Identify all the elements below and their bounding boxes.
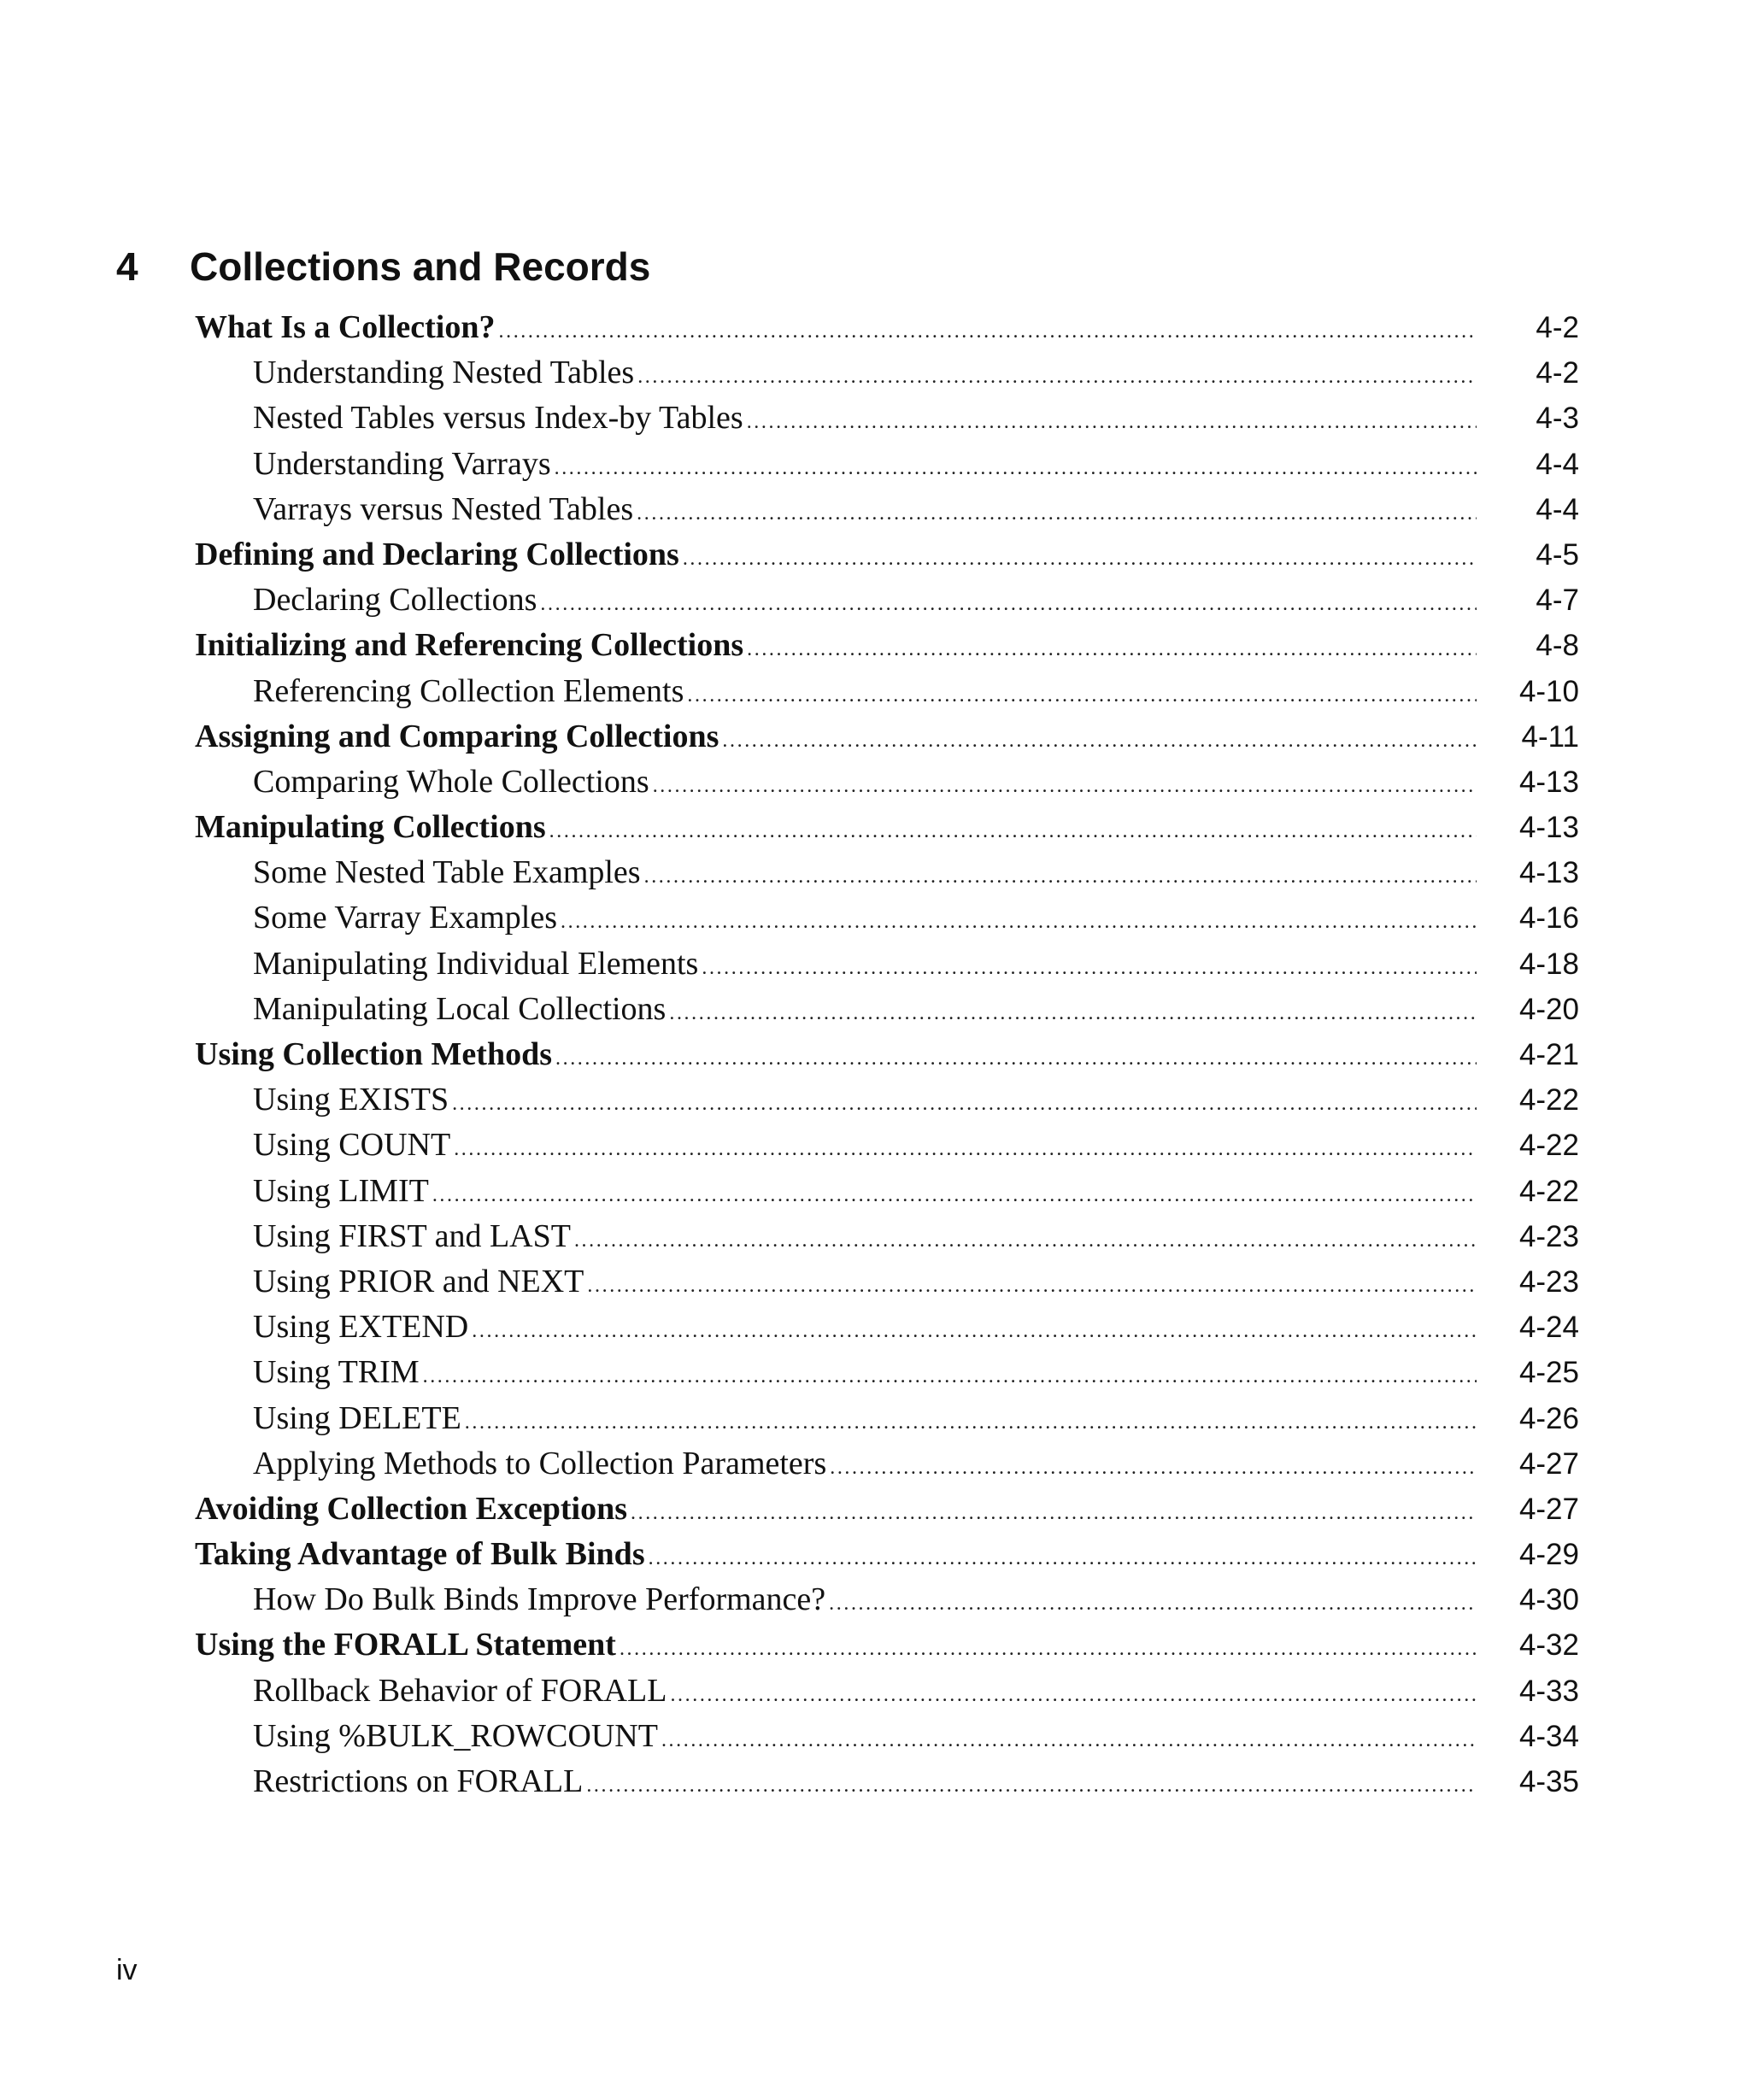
toc-subsection-entry[interactable]: [195, 578, 1579, 623]
dot-leader: [687, 673, 1477, 719]
dot-leader: [649, 1536, 1477, 1581]
toc-section-entry[interactable]: [195, 305, 1579, 350]
toc-section-entry[interactable]: [195, 532, 1579, 578]
toc-entry-page-number: 4-32: [1518, 1628, 1579, 1663]
toc-entry-title: Manipulating Local Collections: [253, 990, 667, 1027]
toc-entry-page-number: 4-4: [1536, 492, 1579, 526]
dot-leader: [472, 1309, 1477, 1354]
toc-entry-page-number: 4-21: [1518, 1038, 1579, 1071]
dot-leader: [432, 1173, 1477, 1218]
dot-leader: [670, 1673, 1477, 1718]
toc-entry-title: Taking Advantage of Bulk Binds: [195, 1536, 645, 1573]
dot-leader: [661, 1718, 1477, 1763]
toc-entry-title: What Is a Collection?: [195, 309, 496, 345]
toc-entry-title: Using EXTEND: [253, 1309, 469, 1346]
dot-leader: [620, 1627, 1477, 1672]
toc-entry-title: Using %BULK_ROWCOUNT: [253, 1717, 658, 1754]
toc-entry-page-number: 4-3: [1536, 402, 1579, 436]
chapter-heading: [116, 238, 650, 296]
toc-entry-page-number: 4-11: [1521, 719, 1579, 754]
dot-leader: [499, 309, 1477, 355]
dot-leader: [452, 1082, 1477, 1127]
toc-subsection-entry[interactable]: [195, 987, 1579, 1032]
toc-subsection-entry[interactable]: [195, 1441, 1579, 1487]
dot-leader: [830, 1446, 1477, 1491]
toc-entry-title: Using the FORALL Statement: [195, 1627, 616, 1663]
dot-leader: [644, 854, 1477, 900]
dot-leader: [637, 491, 1477, 537]
toc-entry-title: Comparing Whole Collections: [253, 763, 649, 800]
toc-entry-page-number: 4-26: [1518, 1401, 1579, 1435]
toc-entry-page-number: 4-10: [1518, 674, 1579, 708]
toc-subsection-entry[interactable]: [195, 1350, 1579, 1395]
toc-entry-title: Some Nested Table Examples: [253, 854, 641, 891]
toc-entry-title: Using EXISTS: [253, 1082, 449, 1118]
toc-entry-title: Manipulating Collections: [195, 809, 546, 846]
chapter-number: 4: [116, 244, 138, 289]
toc-subsection-entry[interactable]: [195, 669, 1579, 714]
toc-entry-page-number: 4-8: [1536, 629, 1579, 663]
dot-leader: [683, 537, 1477, 582]
dot-leader: [653, 764, 1477, 809]
toc-entry-title: How Do Bulk Binds Improve Performance?: [253, 1581, 826, 1618]
toc-section-entry[interactable]: [195, 623, 1579, 668]
toc-subsection-entry[interactable]: [195, 1214, 1579, 1259]
toc-entry-page-number: 4-16: [1518, 901, 1579, 936]
toc-entry-title: Using DELETE: [253, 1399, 461, 1436]
toc-subsection-entry[interactable]: [195, 1759, 1579, 1804]
toc-subsection-entry[interactable]: [195, 396, 1579, 441]
toc-subsection-entry[interactable]: [195, 350, 1579, 396]
toc-entry-title: Applying Methods to Collection Parameters: [253, 1445, 827, 1481]
toc-entry-title: Manipulating Individual Elements: [253, 945, 699, 982]
toc-entry-title: Declaring Collections: [253, 582, 537, 619]
toc-subsection-entry[interactable]: [195, 1077, 1579, 1123]
toc-entry-page-number: 4-33: [1518, 1674, 1579, 1708]
dot-leader: [631, 1491, 1477, 1536]
toc-entry-title: Nested Tables versus Index-by Tables: [253, 400, 743, 437]
dot-leader: [465, 1400, 1477, 1446]
toc-entry-page-number: 4-13: [1518, 811, 1579, 845]
dot-leader: [829, 1581, 1477, 1627]
toc-section-entry[interactable]: [195, 1532, 1579, 1577]
toc-section-entry[interactable]: [195, 1622, 1579, 1668]
page-number: iv: [116, 1954, 138, 1986]
toc-entry-title: Referencing Collection Elements: [253, 672, 684, 709]
dot-leader: [722, 719, 1477, 764]
toc-subsection-entry[interactable]: [195, 850, 1579, 895]
toc-subsection-entry[interactable]: [195, 487, 1579, 532]
dot-leader: [637, 355, 1477, 400]
dot-leader: [555, 446, 1477, 491]
dot-leader: [702, 946, 1477, 991]
toc-entry-title: Avoiding Collection Exceptions: [195, 1490, 627, 1527]
toc-entry-page-number: 4-35: [1518, 1765, 1579, 1798]
toc-entry-page-number: 4-22: [1518, 1083, 1579, 1117]
toc-entry-title: Understanding Nested Tables: [253, 355, 635, 391]
toc-entry-page-number: 4-24: [1518, 1311, 1579, 1345]
dot-leader: [540, 582, 1477, 627]
toc-subsection-entry[interactable]: [195, 1169, 1579, 1214]
dot-leader: [549, 809, 1477, 854]
toc-entry-title: Some Varray Examples: [253, 900, 557, 936]
toc-entry-page-number: 4-18: [1518, 947, 1579, 981]
toc-entry-title: Varrays versus Nested Tables: [253, 490, 634, 527]
toc-entry-title: Using Collection Methods: [195, 1036, 552, 1072]
dot-leader: [587, 1264, 1477, 1309]
toc-subsection-entry[interactable]: [195, 1259, 1579, 1305]
toc-subsection-entry[interactable]: [195, 895, 1579, 941]
dot-leader: [747, 627, 1477, 672]
toc-subsection-entry[interactable]: [195, 760, 1579, 805]
toc-subsection-entry[interactable]: [195, 1577, 1579, 1622]
toc-entry-page-number: 4-23: [1518, 1219, 1579, 1253]
toc-entry-page-number: 4-27: [1518, 1446, 1579, 1481]
toc-subsection-entry[interactable]: [195, 442, 1579, 487]
toc-entry-page-number: 4-2: [1536, 356, 1579, 390]
dot-leader: [555, 1036, 1477, 1082]
toc-subsection-entry[interactable]: [195, 1714, 1579, 1759]
toc-entry-page-number: 4-13: [1518, 765, 1579, 799]
dot-leader: [423, 1354, 1477, 1399]
toc-subsection-entry[interactable]: [195, 941, 1579, 987]
toc-entry-page-number: 4-7: [1536, 584, 1579, 618]
toc-section-entry[interactable]: [195, 714, 1579, 760]
dot-leader: [669, 991, 1477, 1036]
toc-entry-page-number: 4-20: [1518, 992, 1579, 1026]
toc-section-entry[interactable]: [195, 805, 1579, 850]
dot-leader: [454, 1127, 1477, 1172]
toc-entry-title: Using LIMIT: [253, 1172, 429, 1209]
toc-entry-title: Using PRIOR and NEXT: [253, 1263, 584, 1299]
toc-entry-page-number: 4-23: [1518, 1264, 1579, 1299]
dot-leader: [574, 1218, 1477, 1264]
toc-subsection-entry[interactable]: [195, 1123, 1579, 1168]
toc-entry-page-number: 4-22: [1518, 1174, 1579, 1208]
toc-entry-title: Rollback Behavior of FORALL: [253, 1672, 667, 1709]
toc-entry-page-number: 4-5: [1536, 537, 1579, 572]
toc-entry-page-number: 4-13: [1518, 856, 1579, 890]
toc-section-entry[interactable]: [195, 1032, 1579, 1077]
toc-entry-page-number: 4-29: [1518, 1538, 1579, 1572]
toc-entry-title: Understanding Varrays: [253, 445, 551, 482]
toc-entry-page-number: 4-4: [1536, 447, 1579, 481]
toc-entry-page-number: 4-25: [1518, 1356, 1579, 1390]
toc-entry-title: Assigning and Comparing Collections: [195, 718, 719, 754]
toc-entry-page-number: 4-27: [1518, 1492, 1579, 1526]
dot-leader: [561, 900, 1477, 945]
toc-entry-title: Using TRIM: [253, 1354, 420, 1391]
toc-entry-title: Restrictions on FORALL: [253, 1763, 584, 1799]
toc-entry-title: Defining and Declaring Collections: [195, 536, 679, 572]
dot-leader: [747, 400, 1477, 445]
toc-subsection-entry[interactable]: [195, 1396, 1579, 1441]
chapter-title: Collections and Records: [190, 244, 651, 289]
toc-entry-title: Using COUNT: [253, 1127, 451, 1164]
toc-section-entry[interactable]: [195, 1487, 1579, 1532]
toc-entry-page-number: 4-2: [1536, 311, 1579, 344]
toc-entry-page-number: 4-30: [1518, 1583, 1579, 1617]
table-of-contents: [195, 305, 1579, 1804]
toc-subsection-entry[interactable]: [195, 1305, 1579, 1350]
toc-entry-page-number: 4-22: [1518, 1129, 1579, 1163]
toc-entry-title: Using FIRST and LAST: [253, 1217, 571, 1254]
toc-subsection-entry[interactable]: [195, 1669, 1579, 1714]
dot-leader: [586, 1763, 1477, 1809]
toc-entry-page-number: 4-34: [1518, 1719, 1579, 1753]
toc-entry-title: Initializing and Referencing Collections: [195, 627, 744, 664]
